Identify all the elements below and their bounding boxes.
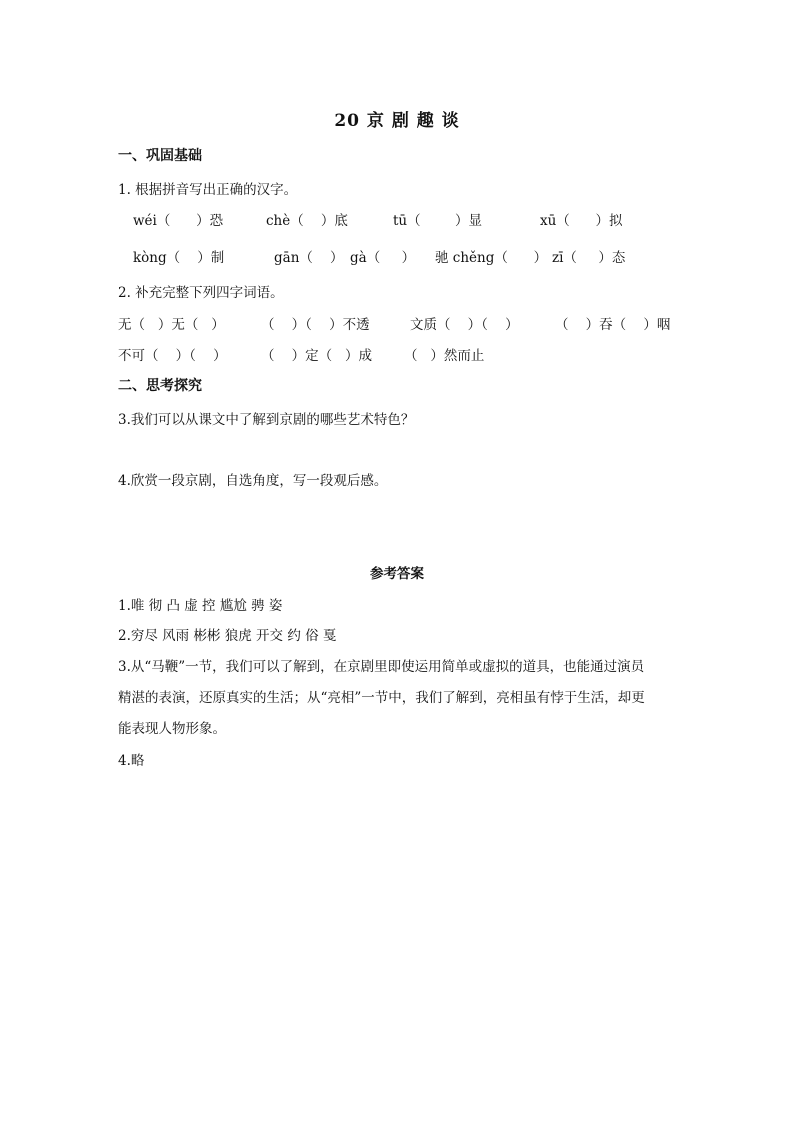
pinyin-item: gà（ ） [350,250,416,266]
pinyin-item: chè（ ）底 [266,213,348,229]
idiom-item: （ ）然而止 [404,348,485,364]
answer-3-line: 能表现人物形象。 [118,721,226,737]
page-title: 20 京 剧 趣 谈 [334,111,460,131]
section1-heading: 一、巩固基础 [118,148,202,164]
answer-4: 4.略 [118,753,145,769]
q2-prompt: 2. 补充完整下列四字词语。 [118,285,284,301]
section2-heading: 二、思考探究 [118,378,202,394]
idiom-item: （ ）（ ）不透 [261,317,370,333]
idiom-item: （ ）吞（ ）咽 [555,317,671,333]
pinyin-item: 驰 chěng（ ） [435,250,548,266]
idiom-item: 不可（ ）（ ） [118,348,227,364]
pinyin-item: wéi（ ）恐 [133,213,224,229]
answer-2: 2.穷尽 风雨 彬彬 狼虎 开交 约 俗 戛 [118,628,337,644]
idiom-item: 无（ ）无（ ） [118,317,225,333]
idiom-item: 文质（ ）（ ） [410,317,519,333]
pinyin-item: xū（ ）拟 [540,213,623,229]
pinyin-item: zī（ ）态 [552,250,626,266]
pinyin-item: kòng（ ）制 [133,250,225,266]
answer-1: 1.唯 彻 凸 虚 控 尴尬 骋 姿 [118,598,283,614]
answer-3-line: 3.从“马鞭”一节，我们可以了解到，在京剧里即使运用简单或虚拟的道具，也能通过演员 [118,659,645,675]
q3-text: 3.我们可以从课文中了解到京剧的哪些艺术特色？ [118,412,415,428]
q4-text: 4.欣赏一段京剧，自选角度，写一段观后感。 [118,473,388,489]
q1-prompt: 1. 根据拼音写出正确的汉字。 [118,182,298,198]
pinyin-item: tū（ ）显 [393,213,482,229]
answers-heading: 参考答案 [370,566,424,582]
idiom-item: （ ）定（ ）成 [261,348,373,364]
answer-3-line: 精湛的表演，还原真实的生活；从“亮相”一节中，我们了解到，亮相虽有悖于生活，却更 [118,690,645,706]
pinyin-item: gān（ ） [274,250,344,266]
